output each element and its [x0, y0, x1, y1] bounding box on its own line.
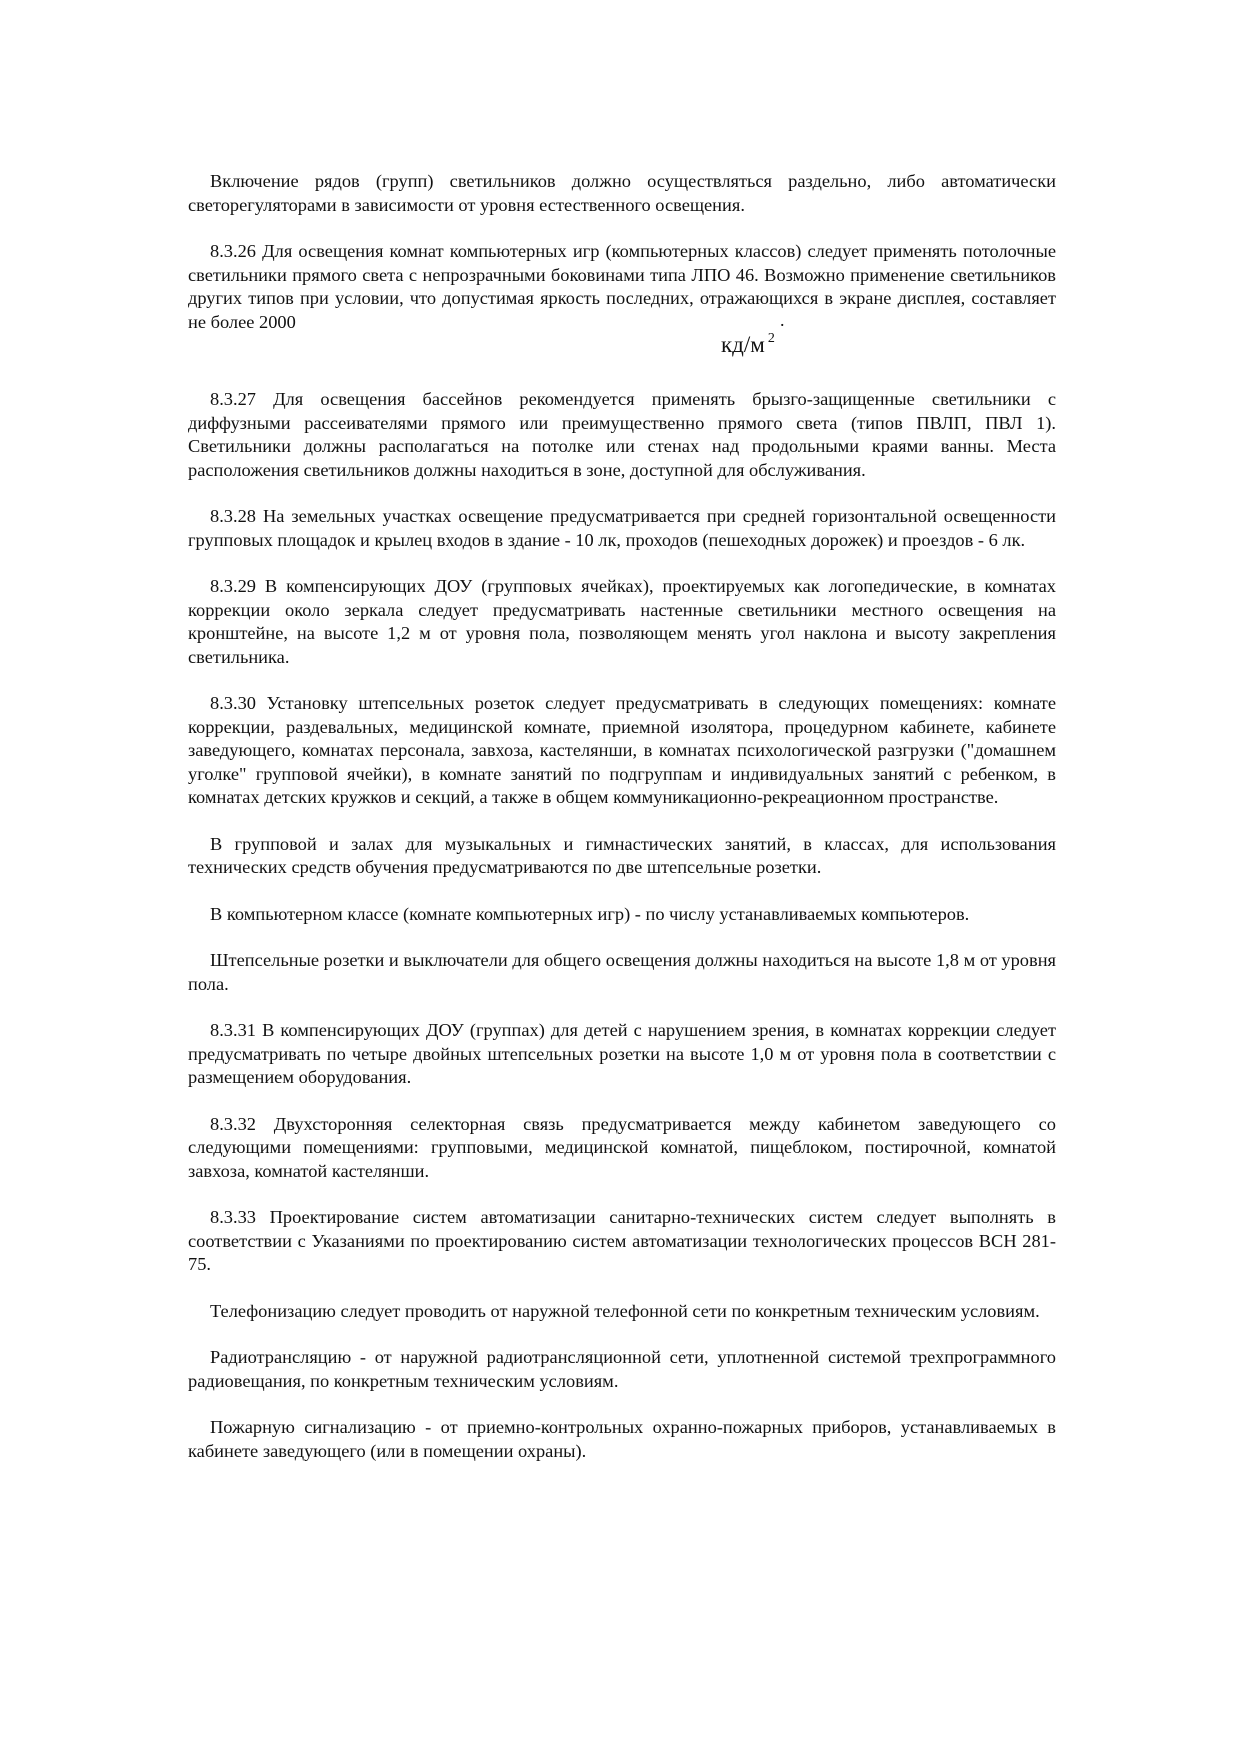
luminance-unit-line: [188, 310, 1056, 364]
paragraph-8-3-31: 8.3.31 В компенсирующих ДОУ (группах) для детей с нарушением зрения, в комнатах коррекции следует предусматривать по четыре двойных штепсельных розетки на высоте 1,0 м от уровня пола в соответствии с размещением оборудования.: [188, 1020, 1056, 1087]
unit-superscript: 2: [767, 331, 775, 346]
unit-trailing-dot: .: [780, 310, 785, 330]
paragraph-radio: Радиотрансляцию - от наружной радиотрансляционной сети, уплотненной системой трехпрограммного радиовещания, по конкретным техническим условиям.: [188, 1347, 1056, 1391]
paragraph-8-3-28: 8.3.28 На земельных участках освещение предусматривается при средней горизонтальной освещенности групповых площадок и крылец входов в здание - 10 лк, проходов (пешеходных дорожек) и проездов - 6 лк.: [188, 506, 1056, 550]
paragraph-computer-class-sockets: В компьютерном классе (комнате компьютерных игр) - по числу устанавливаемых компьютеров.: [210, 903, 970, 924]
document-page: [188, 170, 1056, 1486]
paragraph-8-3-26: 8.3.26 Для освещения комнат компьютерных игр (компьютерных классов) следует применять потолочные светильники прямого света с непрозрачными боковинами типа ЛПО 46. Возможно применение светильников других типов при условии, что допустимая яркость последних, отражающихся в экране дисплея, составляет не более 2000: [188, 241, 1056, 332]
paragraph-8-3-27: 8.3.27 Для освещения бассейнов рекомендуется применять брызго-защищенные светильники с диффузными рассеивателями прямого или преимущественно прямого света (типов ПВЛП, ПВЛ 1). Светильники должны располагаться на потолке или стенах над продольными краями ванны. Места расположения светильников должны находиться в зоне, доступной для обслуживания.: [188, 389, 1056, 480]
luminance-unit: [721, 324, 775, 360]
unit-text: кд/м: [721, 332, 765, 357]
paragraph-8-3-30: 8.3.30 Установку штепсельных розеток следует предусматривать в следующих помещениях: комнате коррекции, раздевальных, медицинской комнате, приемной изолятора, процедурном кабинете, кабинете заведующего, комнатах персонала, завхоза, кастелянши, в комнатах психологической разгрузки ("домашнем уголке" групповой ячейки), в комнате занятий по подгруппам и индивидуальных занятий с ребенком, в комнатах детских кружков и секций, а также в общем коммуникационно-рекреационном пространстве.: [188, 693, 1056, 807]
paragraph-lighting-rows: Включение рядов (групп) светильников должно осуществляться раздельно, либо автоматически светорегуляторами в зависимости от уровня естественного освещения.: [188, 171, 1056, 215]
paragraph-telephony: Телефонизацию следует проводить от наружной телефонной сети по конкретным техническим условиям.: [210, 1300, 1040, 1321]
paragraph-8-3-29: 8.3.29 В компенсирующих ДОУ (групповых ячейках), проектируемых как логопедические, в комнатах коррекции около зеркала следует предусматривать настенные светильники местного освещения на кронштейне, на высоте 1,2 м от уровня пола, позволяющем менять угол наклона и высоту закрепления светильника.: [188, 576, 1056, 667]
paragraph-8-3-32: 8.3.32 Двухсторонняя селекторная связь предусматривается между кабинетом заведующего со следующими помещениями: групповыми, медицинской комнатой, пищеблоком, постирочной, комнатой завхоза, комнатой кастелянши.: [188, 1113, 1056, 1181]
paragraph-8-3-33: 8.3.33 Проектирование систем автоматизации санитарно-технических систем следует выполнять в соответствии с Указаниями по проектированию систем автоматизации технологических процессов ВСН 281-75.: [188, 1207, 1056, 1274]
paragraph-socket-height: Штепсельные розетки и выключатели для общего освещения должны находиться на высоте 1,8 м от уровня пола.: [188, 950, 1056, 994]
paragraph-group-halls-sockets: В групповой и залах для музыкальных и гимнастических занятий, в классах, для использования технических средств обучения предусматриваются по две штепсельные розетки.: [188, 833, 1056, 877]
paragraph-fire-alarm: Пожарную сигнализацию - от приемно-контрольных охранно-пожарных приборов, устанавливаемых в кабинете заведующего (или в помещении охраны).: [188, 1417, 1056, 1461]
